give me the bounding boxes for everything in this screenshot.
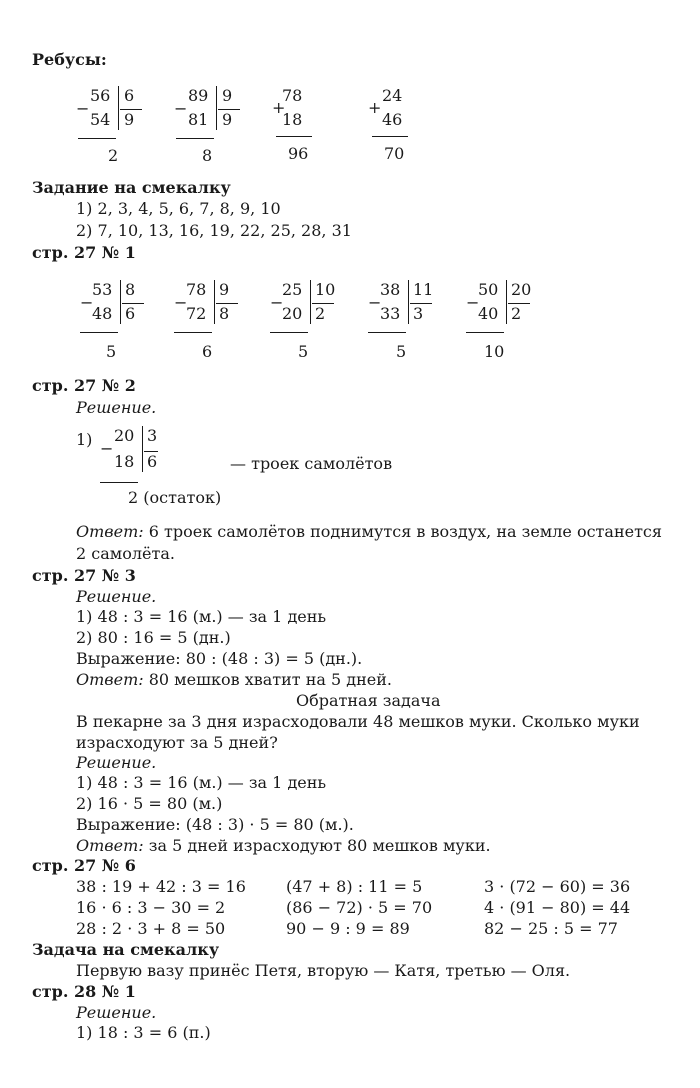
divisor: 9 [219, 280, 230, 299]
expression: 28 : 2 · 3 + 8 = 50 [76, 919, 226, 938]
remainder-line [80, 332, 118, 333]
quotient: 6 [147, 452, 158, 471]
remainder-line [176, 138, 214, 139]
rebus-addition-1 [272, 86, 332, 166]
expression-line: Выражение: (48 : 3) · 5 = 80 (м.). [76, 815, 354, 834]
dividend: 20 [114, 426, 135, 445]
section-title-p27n2: стр. 27 № 2 [32, 376, 136, 395]
answer-text: за 5 дней израсходуют 80 мешков муки. [143, 836, 491, 855]
remainder: 2 (остаток) [128, 488, 222, 507]
sum: 70 [384, 144, 405, 163]
remainder: 5 [106, 342, 117, 361]
remainder-line [270, 332, 308, 333]
section-title-p28n1: стр. 28 № 1 [32, 982, 136, 1001]
division-bar [310, 280, 311, 324]
divisor: 3 [147, 426, 158, 445]
expression: 82 − 25 : 5 = 77 [484, 919, 618, 938]
solution-step-1: 1) 48 : 3 = 16 (м.) — за 1 день [76, 773, 327, 792]
section-title-p27n3: стр. 27 № 3 [32, 566, 136, 585]
expression: 90 − 9 : 9 = 89 [286, 919, 410, 938]
rebus-addition-2 [368, 86, 428, 166]
expression: 4 · (91 − 80) = 44 [484, 898, 631, 917]
plus-sign: + [272, 98, 286, 117]
division-bar [216, 86, 217, 130]
divisor: 10 [315, 280, 336, 299]
addend: 46 [382, 110, 403, 129]
quotient: 6 [125, 304, 136, 323]
expression: 16 · 6 : 3 − 30 = 2 [76, 898, 226, 917]
quotient: 2 [315, 304, 326, 323]
addend: 78 [282, 86, 303, 105]
answer-line-2: 2 самолёта. [76, 544, 175, 563]
smekalka-task-answer: Первую вазу принёс Петя, вторую — Катя, третью — Оля. [76, 961, 571, 980]
plus-sign: + [368, 98, 382, 117]
sum: 96 [288, 144, 309, 163]
divisor: 11 [413, 280, 434, 299]
answer-label: Ответ: [76, 522, 144, 541]
smekalka-line-2: 2) 7, 10, 13, 16, 19, 22, 25, 28, 31 [76, 221, 352, 240]
section-title-p27n6: стр. 27 № 6 [32, 856, 136, 875]
minus-sign: − [80, 293, 94, 312]
remainder: 5 [396, 342, 407, 361]
division-bar [506, 280, 507, 324]
divisor: 6 [124, 86, 135, 105]
smekalka-line-1: 1) 2, 3, 4, 5, 6, 7, 8, 9, 10 [76, 199, 281, 218]
subtrahend: 81 [188, 110, 209, 129]
subtrahend: 48 [92, 304, 113, 323]
solution-label: Решение. [76, 587, 157, 606]
minus-sign: − [100, 439, 114, 458]
minus-sign: − [270, 293, 284, 312]
remainder-line [466, 332, 504, 333]
dividend: 50 [478, 280, 499, 299]
remainder-line [100, 482, 138, 483]
expression-line: Выражение: 80 : (48 : 3) = 5 (дн.). [76, 649, 363, 668]
division-block [368, 280, 448, 360]
remainder: 10 [484, 342, 505, 361]
divisor: 20 [511, 280, 532, 299]
division-bar [120, 280, 121, 324]
quotient: 8 [219, 304, 230, 323]
answer-line [76, 670, 392, 690]
expression: 3 · (72 − 60) = 36 [484, 877, 631, 896]
remainder: 8 [202, 146, 213, 165]
quotient: 9 [222, 110, 233, 129]
division-note: — троек самолётов [230, 454, 393, 473]
division-block [466, 280, 546, 360]
rebus-division-1 [76, 86, 156, 166]
solution-label: Решение. [76, 398, 157, 417]
reverse-task-line-1: В пекарне за 3 дня израсходовали 48 мешков муки. Сколько муки [76, 712, 640, 731]
sum-line [372, 136, 408, 137]
subtrahend: 33 [380, 304, 401, 323]
dividend: 78 [186, 280, 207, 299]
item-number: 1) [76, 430, 93, 449]
answer-line [76, 836, 491, 856]
remainder: 6 [202, 342, 213, 361]
quotient: 3 [413, 304, 424, 323]
solution-label: Решение. [76, 1003, 157, 1022]
addend: 18 [282, 110, 303, 129]
answer-line-1 [76, 522, 662, 542]
solution-step-1: 1) 48 : 3 = 16 (м.) — за 1 день [76, 607, 327, 626]
remainder-line [368, 332, 406, 333]
answer-label: Ответ: [76, 836, 144, 855]
expression: (47 + 8) : 11 = 5 [286, 877, 423, 896]
subtrahend: 40 [478, 304, 499, 323]
subtrahend: 18 [114, 452, 135, 471]
reverse-task-line-2: израсходуют за 5 дней? [76, 733, 278, 752]
division-bar [118, 86, 119, 130]
division-block [270, 280, 350, 360]
sum-line [276, 136, 312, 137]
subtrahend: 54 [90, 110, 111, 129]
minus-sign: − [174, 293, 188, 312]
minus-sign: − [174, 99, 188, 118]
remainder-line [78, 138, 116, 139]
division-block [174, 280, 254, 360]
subtrahend: 72 [186, 304, 207, 323]
division-bar [408, 280, 409, 324]
section-title-p27n1: стр. 27 № 1 [32, 243, 136, 262]
smekalka-task-title: Задача на смекалку [32, 940, 220, 959]
quotient: 9 [124, 110, 135, 129]
rebus-title: Ребусы: [32, 50, 107, 69]
dividend: 89 [188, 86, 209, 105]
minus-sign: − [368, 293, 382, 312]
expression: (86 − 72) · 5 = 70 [286, 898, 433, 917]
solution-step-2: 2) 16 · 5 = 80 (м.) [76, 794, 223, 813]
rebus-division-2 [174, 86, 254, 166]
solution-step-2: 2) 80 : 16 = 5 (дн.) [76, 628, 231, 647]
answer-text: 80 мешков хватит на 5 дней. [143, 670, 392, 689]
divisor: 8 [125, 280, 136, 299]
remainder: 2 [108, 146, 119, 165]
smekalka-title: Задание на смекалку [32, 178, 231, 197]
solution-label: Решение. [76, 753, 157, 772]
quotient: 2 [511, 304, 522, 323]
solution-step-1: 1) 18 : 3 = 6 (п.) [76, 1023, 211, 1042]
dividend: 25 [282, 280, 303, 299]
division-bar [214, 280, 215, 324]
division-bar [142, 426, 143, 472]
dividend: 53 [92, 280, 113, 299]
answer-text: 6 троек самолётов поднимутся в воздух, на земле останется [143, 522, 662, 541]
expression: 38 : 19 + 42 : 3 = 16 [76, 877, 246, 896]
subtrahend: 20 [282, 304, 303, 323]
answer-label: Ответ: [76, 670, 144, 689]
reverse-task-title: Обратная задача [296, 691, 441, 710]
minus-sign: − [76, 99, 90, 118]
dividend: 38 [380, 280, 401, 299]
remainder: 5 [298, 342, 309, 361]
addend: 24 [382, 86, 403, 105]
remainder-line [174, 332, 212, 333]
minus-sign: − [466, 293, 480, 312]
dividend: 56 [90, 86, 111, 105]
divisor: 9 [222, 86, 233, 105]
division-block [80, 280, 160, 360]
